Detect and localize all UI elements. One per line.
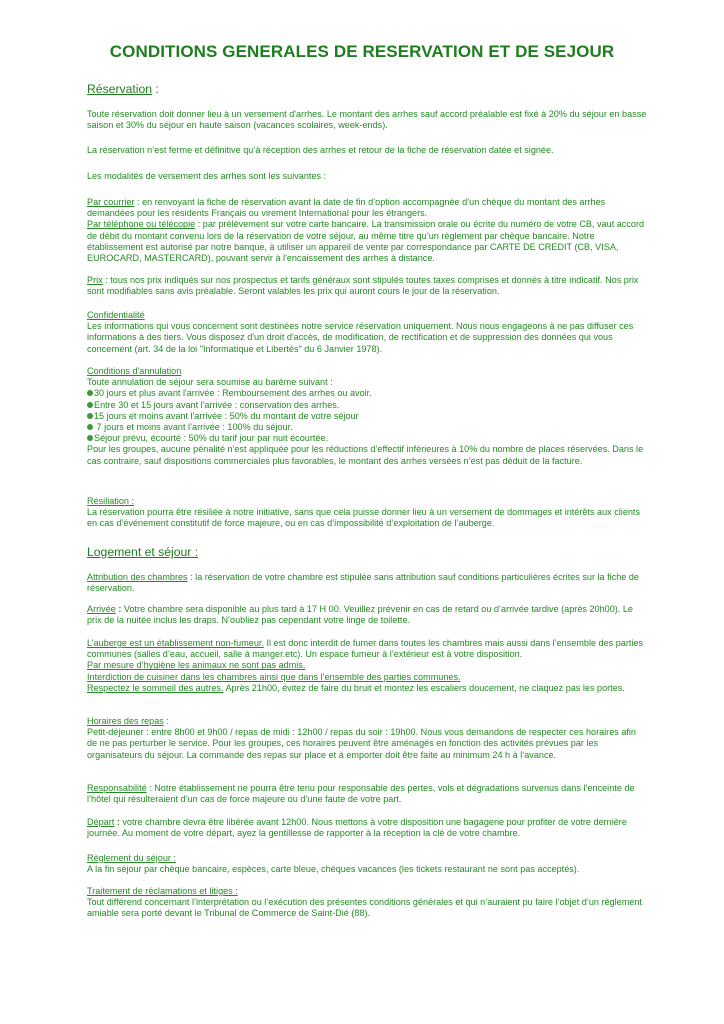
- arrivee-colon: :: [115, 604, 122, 614]
- reservation-paragraph-ferme: [87, 145, 647, 156]
- horaires-section: [87, 716, 647, 761]
- prix-section: [87, 275, 647, 297]
- annulation-item-text: Séjour prévu, écourté : 50% du tarif jour par nuit écourtée.: [94, 433, 329, 444]
- bullet-icon: [87, 424, 93, 430]
- annulation-item: [87, 422, 647, 433]
- reglement-text: A la fin séjour par chèque bancaire, espèces, carte bleue, chèques vacances (les tickets restaurant ne sont pas acceptés).: [87, 864, 580, 875]
- reservation-paragraph-arrhes: [87, 109, 647, 131]
- depart-section: [87, 817, 647, 839]
- annulation-intro: Toute annulation de séjour sera soumise au barème suivant :: [87, 377, 333, 388]
- telephone-label: Par téléphone ou télécopie: [87, 219, 196, 230]
- attribution-text: : la réservation de votre chambre est stipulée sans attribution sauf conditions particulières écrites sur la fiche de réservation.: [87, 572, 639, 594]
- prix-text: : tous nos prix indiqués sur nos prospectus et tarifs généraux sont stipulés toutes taxes comprises et donnés à titre indicatif. Nos prix sont modifiables sans avis préalable. Seront valables les prix qui auront cours le jour de la réservation.: [87, 275, 639, 297]
- annulation-item-text: 7 jours et moins avant l’arrivée : 100% du séjour.: [94, 422, 293, 433]
- arrivee-label: Arrivée: [87, 604, 116, 614]
- litiges-label: Traitement de réclamations et litiges :: [87, 886, 238, 896]
- horaires-text: Petit-déjeuner : entre 8h00 et 9h00 / repas de midi : 12h00 / repas du soir : 19h00. Nous vous demandons de respecter ces horaires afin de ne pas perturber le service. Pour les groupes, ces horaires peuvent être aménagés en fonction des activités prévues par les organisateurs du séjour. La commande des repas sur place et à emporter doit être faite au minimum 24 h à l’avance.: [87, 727, 636, 760]
- reservation-p2: La réservation n’est ferme et définitive qu’à réception des arrhes et retour de la fiche de réservation datée et signée.: [87, 145, 554, 155]
- attribution-label: Attribution des chambres: [87, 572, 188, 582]
- responsabilite-section: [87, 783, 647, 805]
- confidentialite-label: Confidentialité: [87, 310, 145, 320]
- annulation-item-text: 15 jours et moins avant l'arrivée : 50% du montant de votre séjour: [94, 410, 359, 421]
- annulation-item: [87, 400, 647, 411]
- responsabilite-label: Responsabilité: [87, 783, 147, 793]
- horaires-colon: :: [163, 716, 169, 726]
- bullet-icon: [87, 413, 93, 419]
- annulation-groupes: Pour les groupes, aucune pénalité n'est appliquée pour les réductions d’effectif inférieures à 10% du nombre de places réservées. Dans le cas contraire, sauf dispositions commerciales plus favorables, le montant des arrhes versées n’est pas déduit de la facture.: [87, 444, 644, 466]
- resiliation-label: Résiliation :: [87, 496, 135, 506]
- reglement-interieur-section: [87, 638, 647, 694]
- cuisine-notice: Interdiction de cuisiner dans les chambres ainsi que dans l’ensemble des parties communes.: [87, 671, 461, 682]
- bullet-icon: [87, 402, 93, 408]
- payment-telephone: [87, 219, 647, 264]
- annulation-item-text: 30 jours et plus avant l'arrivée : Remboursement des arrhes ou avoir.: [94, 388, 372, 399]
- animaux-notice: Par mesure d’hygiène les animaux ne sont pas admis.: [87, 660, 306, 671]
- non-fumeur-text: Il est donc interdit de fumer dans toutes les chambres mais aussi dans l’ensemble des parties communes (salles d’eau, accueil, salle à manger.etc). Un espace fumeur à l’extérieur est à votre disposition.: [87, 638, 644, 660]
- annulation-section: [87, 366, 647, 467]
- depart-label: Départ: [87, 817, 115, 827]
- arrivee-section: [87, 604, 647, 626]
- resiliation-text: La réservation pourra être résiliée à notre initiative, sans que cela puisse donner lieu à un versement de dommages et intérêts aux clients en cas d’événement constitutif de force majeure, ou en cas d’impossibilité d’exploitation de l’auberge.: [87, 507, 641, 529]
- prix-label: Prix: [87, 275, 103, 285]
- resiliation-section: [87, 496, 647, 530]
- reservation-p3: Les modalités de versement des arrhes sont les suivantes :: [87, 171, 327, 181]
- reglement-label: Règlement du séjour :: [87, 853, 176, 863]
- horaires-label: Horaires des repas: [87, 716, 164, 726]
- attribution-section: [87, 572, 647, 594]
- bullet-icon: [87, 390, 93, 396]
- reservation-heading-suffix: :: [152, 82, 159, 96]
- annulation-label: Conditions d'annulation: [87, 366, 182, 376]
- arrivee-text: Votre chambre sera disponible au plus tard à 17 H 00. Veuillez prévenir en cas de retard ou d’arrivée tardive (après 20h00). Le prix de la nuitée inclus les draps. N’oubliez pas cependant votre linge de toilette.: [87, 604, 633, 626]
- reservation-paragraph-modalites: [87, 171, 647, 182]
- page-title: CONDITIONS GENERALES DE RESERVATION ET DE SEJOUR: [109, 42, 615, 61]
- logement-heading-label: Logement et séjour :: [87, 545, 199, 559]
- reservation-p1: Toute réservation doit donner lieu à un versement d'arrhes. Le montant des arrhes sauf accord préalable est fixé à 20% du séjour en basse saison et 30% du séjour en haute saison (vacances scolaires, week-ends).: [87, 109, 647, 131]
- telephone-text: : par prélèvement sur votre carte bancaire. La transmission orale ou écrite du numéro de votre CB, vaut accord de débit du montant convenu lors de la réservation de votre séjour, au même titre qu’un règlement par chèque bancaire. Notre établissement est autorisé par notre banque, à utiliser un appareil de vente par correspondance par CARTE DE CREDIT (CB, VISA, EUROCARD, MASTERCARD), pouvant servir à l'encaissement des arrhes à distance.: [87, 219, 645, 264]
- reglement-section: [87, 853, 647, 875]
- courrier-label: Par courrier: [87, 197, 135, 207]
- annulation-item: [87, 411, 647, 422]
- reservation-heading: [87, 82, 159, 96]
- sommeil-label: Respectez le sommeil des autres.: [87, 682, 224, 693]
- courrier-text: : en renvoyant la fiche de réservation avant la date de fin d’option accompagnée d’un chèque du montant des arrhes demandées pour les résidents Français ou virement International pour les étrangers.: [87, 197, 606, 219]
- payment-courrier: [87, 197, 647, 219]
- annulation-item: [87, 388, 647, 399]
- reservation-heading-label: Réservation: [87, 82, 153, 96]
- litiges-text: Tout différend concernant l’interprétation ou l’exécution des présentes conditions générales et qui n’auraient pu faire l’objet d’un règlement amiable sera porté devant le Tribunal de Commerce de Saint-Dié (88).: [87, 897, 642, 919]
- confidentialite-section: [87, 310, 647, 355]
- sommeil-text: Après 21h00, évitez de faire du bruit et montez les escaliers doucement, ne claquez pas les portes.: [223, 682, 625, 693]
- litiges-section: [87, 886, 647, 920]
- depart-colon: :: [114, 817, 120, 827]
- bullet-icon: [87, 435, 93, 441]
- logement-heading: [87, 545, 198, 559]
- confidentialite-text: Les informations qui vous concernent sont destinées notre service réservation uniquement. Nous nous engageons à ne pas diffuser ces informations à des tiers. Vous disposez d'un droit d'accès, de modification, de rectification et de suppression des données qui vous concernent (art. 34 de la loi "Informatique et Libertés" du 6 Janvier 1978).: [87, 321, 634, 354]
- annulation-item-text: Entre 30 et 15 jours avant l'arrivée : conservation des arrhes.: [94, 399, 340, 410]
- responsabilite-text: : Notre établissement ne pourra être tenu pour responsable des pertes, vols et dégradations survenus dans l’enceinte de l’hôtel qui résulteraient d’un cas de force majeure ou d’une faute de votre part.: [87, 783, 635, 805]
- annulation-item: [87, 433, 647, 444]
- payment-methods: [87, 197, 647, 264]
- non-fumeur-label: L’auberge est un établissement non-fumeur.: [87, 638, 264, 648]
- depart-text: votre chambre devra être libérée avant 12h00. Nous mettons à votre disposition une bagagerie pour profiter de votre dernière journée. Au moment de votre départ, ayez la gentillesse de rapporter à la réception la clé de votre chambre.: [87, 817, 627, 839]
